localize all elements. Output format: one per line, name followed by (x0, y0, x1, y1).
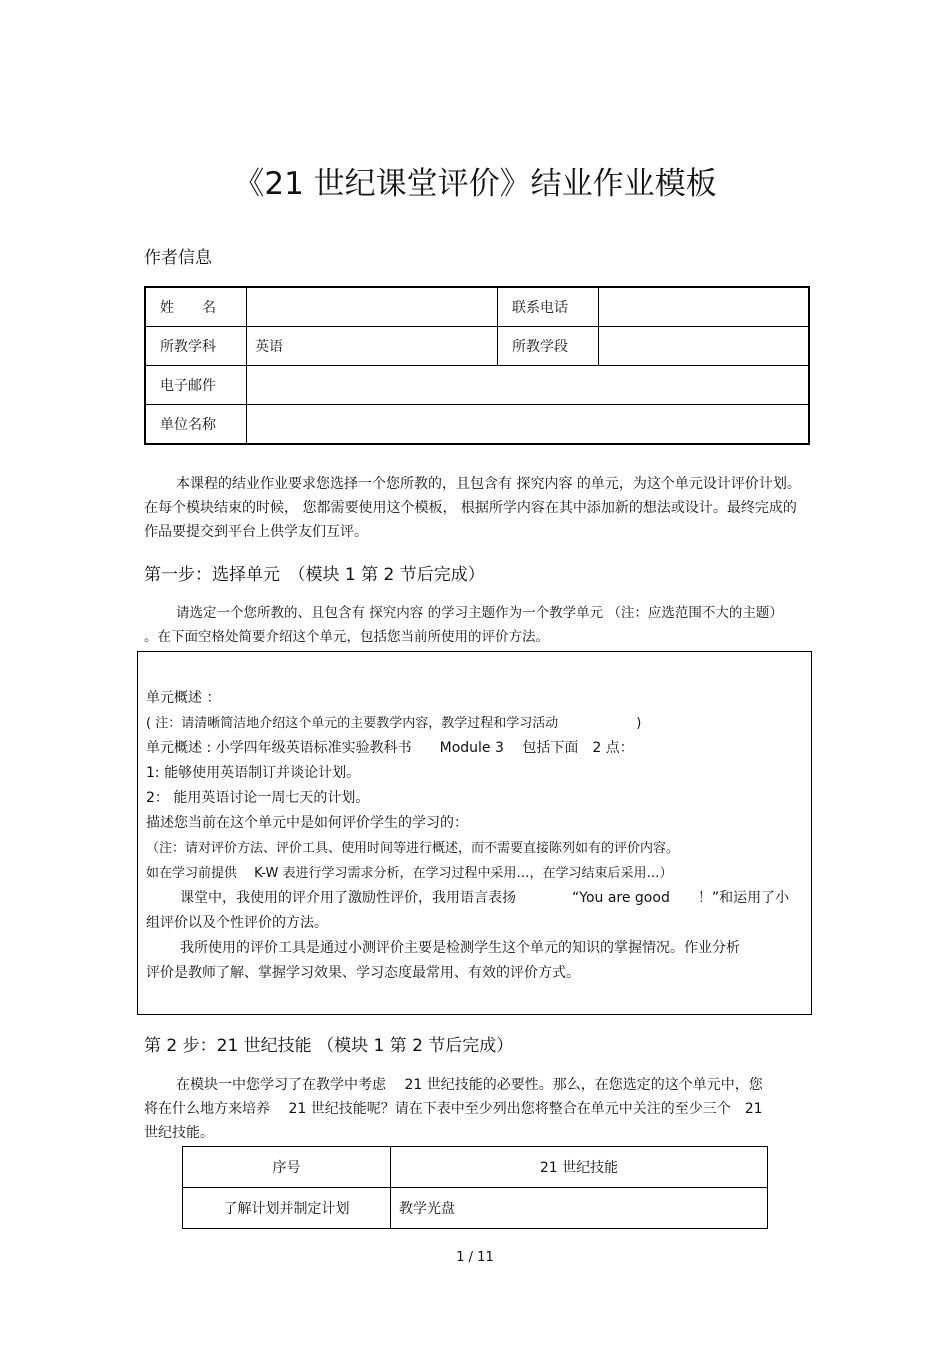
page-number: 1 / 11 (456, 1250, 494, 1265)
email-label: 电子邮件 (145, 366, 247, 405)
assessment-description-label: 描述您当前在这个单元中是如何评价学生的学习的： (146, 815, 468, 831)
phone-value (599, 287, 810, 327)
author-info-heading: 作者信息 (144, 248, 212, 268)
skills-header-index: 序号 (183, 1147, 391, 1188)
skills-header-skill: 21 世纪技能 (391, 1147, 768, 1188)
table-row (183, 1147, 768, 1188)
assessment-note: （注：请对评价方法、评价工具、使用时间等进行概述，而不需要直接陈列如有的评价内容。 (146, 841, 680, 856)
unit-label: 单位名称 (145, 405, 247, 445)
skills-table (182, 1146, 768, 1229)
name-label: 姓 名 (145, 287, 247, 327)
assessment-example: 如在学习前提供 K-W 表进行学习需求分析，在学习过程中采用…，在学习结束后采用…） (146, 866, 673, 881)
subject-value: 英语 (247, 327, 498, 366)
unit-overview-note: ( 注：请清晰简洁地介绍这个单元的主要教学内容，教学过程和学习活动 ) (146, 716, 642, 731)
unit-point-1: 1: 能够使用英语制订并谈论计划。 (146, 765, 361, 781)
unit-point-2: 2： 能用英语讨论一周七天的计划。 (146, 790, 370, 806)
unit-value (247, 405, 810, 445)
name-value (247, 287, 498, 327)
document-title: 《21 世纪课堂评价》结业作业模板 (233, 166, 717, 202)
table-row (145, 287, 809, 327)
unit-overview-label: 单元概述 ： (146, 690, 221, 706)
skills-row1-index: 了解计划并制定计划 (183, 1188, 391, 1229)
step1-heading: 第一步：选择单元 （模块 1 第 2 节后完成） (144, 565, 485, 585)
table-row (145, 327, 809, 366)
assessment-paragraph-1: 课堂中，我使用的评介用了激励性评价，我用语言表扬 “You are good ！”和运用了小组评价以及个性评价的方法。 (146, 890, 790, 931)
intro-paragraph: 本课程的结业作业要求您选择一个您所教的，且包含有 探究内容 的单元，为这个单元设计评价计划。 在每个模块结束的时候， 您都需要使用这个模板， 根据所学内容在其中添加新的想法或设计。最终完成的作品要提交到平台上供学友们互评。 (144, 476, 801, 540)
table-row (183, 1188, 768, 1229)
assessment-paragraph-2: 我所使用的评价工具是通过小测评价主要是检测学生这个单元的知识的掌握情况。作业分析评价是教师了解、掌握学习效果、学习态度最常用、有效的评价方式。 (146, 940, 740, 981)
grade-value (599, 327, 810, 366)
skills-row1-skill: 教学光盘 (391, 1188, 768, 1229)
email-value (247, 366, 810, 405)
author-info-table (144, 286, 810, 445)
unit-overview-box (137, 651, 812, 1015)
table-row (145, 366, 809, 405)
grade-label: 所教学段 (498, 327, 599, 366)
step2-description: 在模块一中您学习了在教学中考虑 21 世纪技能的必要性。那么，在您选定的这个单元中，您将在什么地方来培养 21 世纪技能呢？请在下表中至少列出您将整合在单元中关注的至少三个 21 世纪技能。 (144, 1077, 763, 1141)
unit-overview-text: 单元概述 : 小学四年级英语标准实验教科书 Module 3 包括下面 2 点： (146, 740, 634, 756)
phone-label: 联系电话 (498, 287, 599, 327)
step1-description: 请选定一个您所教的、且包含有 探究内容 的学习主题作为一个教学单元 （注：应选范围不大的主题） 。在下面空格处简要介绍这个单元，包括您当前所使用的评价方法。 (144, 605, 783, 645)
subject-label: 所教学科 (145, 327, 247, 366)
step2-heading: 第 2 步：21 世纪技能 （模块 1 第 2 节后完成） (144, 1036, 514, 1056)
table-row (145, 405, 809, 445)
